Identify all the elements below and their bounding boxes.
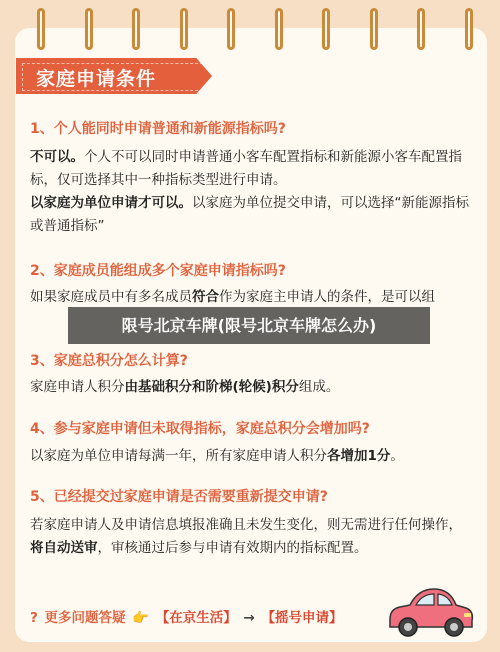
binder-ring-icon xyxy=(370,8,378,50)
binder-ring-icon xyxy=(132,8,140,50)
link-beijing-life[interactable]: 【在京生活】 xyxy=(155,610,237,626)
answer-3 xyxy=(30,376,470,399)
binder-ring-icon xyxy=(37,8,45,50)
binder-ring-icon xyxy=(417,8,425,50)
answer-4-run-3: 。 xyxy=(390,448,404,464)
binder-ring-icon xyxy=(227,8,235,50)
answer-1 xyxy=(30,146,470,238)
binder-ring-icon xyxy=(465,8,473,50)
binder-ring-icon xyxy=(322,8,330,50)
answer-2-run-1: 如果家庭成员中有多名成员 xyxy=(30,289,192,305)
question-4: 4、参与家庭申请但未取得指标，家庭总积分会增加吗? xyxy=(30,421,370,437)
link-lottery-application[interactable]: 【摇号申请】 xyxy=(261,610,343,626)
arrow-right-icon: → xyxy=(243,610,255,626)
car-icon xyxy=(384,583,476,641)
question-2: 2、家庭成员能组成多个家庭申请指标吗? xyxy=(30,263,286,279)
question-mark-icon: ? xyxy=(30,610,38,626)
binder-ring-icon xyxy=(85,8,93,50)
answer-1-run-1: 不可以。 xyxy=(30,149,84,165)
question-3: 3、家庭总积分怎么计算? xyxy=(30,353,188,369)
answer-5-run-1: 若家庭申请人及申请信息填报准确且未发生变化，则无需进行任何操作， xyxy=(30,517,462,533)
answer-5-run-3: ，审核通过后参与申请有效期内的指标配置。 xyxy=(97,540,368,556)
binder-rings xyxy=(0,0,500,60)
binder-ring-icon xyxy=(275,8,283,50)
question-1: 1、个人能同时申请普通和新能源指标吗? xyxy=(30,121,286,137)
answer-4-run-1: 以家庭为单位申请每满一年，所有家庭申请人积分 xyxy=(30,448,327,464)
overlay-caption: 限号北京车牌(限号北京车牌怎么办) xyxy=(68,307,430,344)
answer-2-run-2: 符合 xyxy=(192,289,219,305)
answer-3-run-2: 由基础积分和阶梯(轮候)积分 xyxy=(124,379,299,395)
answer-5 xyxy=(30,514,470,560)
answer-3-run-1: 家庭申请人积分 xyxy=(30,379,125,395)
answer-1-run-5: 以家庭为单位提交申请，可以选择“新能源指标或普通指标” xyxy=(30,195,469,234)
answer-1-run-2: 个人不可以同时申请普通小客车配置指标和新能源小客车配置指标，仅可选择其中一种指标类型进行申请。 xyxy=(30,149,462,188)
answer-4-run-2: 各增加1分 xyxy=(327,448,391,464)
answer-5-run-2: 将自动送审 xyxy=(30,540,98,556)
answer-4 xyxy=(30,445,470,468)
answer-2-run-3: 作为家庭主申请人的条件，是可以组 xyxy=(219,289,435,305)
pointing-hand-icon: 👉 xyxy=(132,610,150,626)
answer-2 xyxy=(30,286,470,309)
page-title: 家庭申请条件 xyxy=(36,68,157,90)
more-questions-text: 更多问题答疑 xyxy=(44,610,126,626)
footer-links xyxy=(30,606,344,626)
question-5: 5、已经提交过家庭申请是否需要重新提交申请? xyxy=(30,489,328,505)
answer-1-run-4: 以家庭为单位申请才可以。 xyxy=(30,195,192,211)
binder-ring-icon xyxy=(180,8,188,50)
answer-3-run-3: 组成。 xyxy=(298,379,340,395)
